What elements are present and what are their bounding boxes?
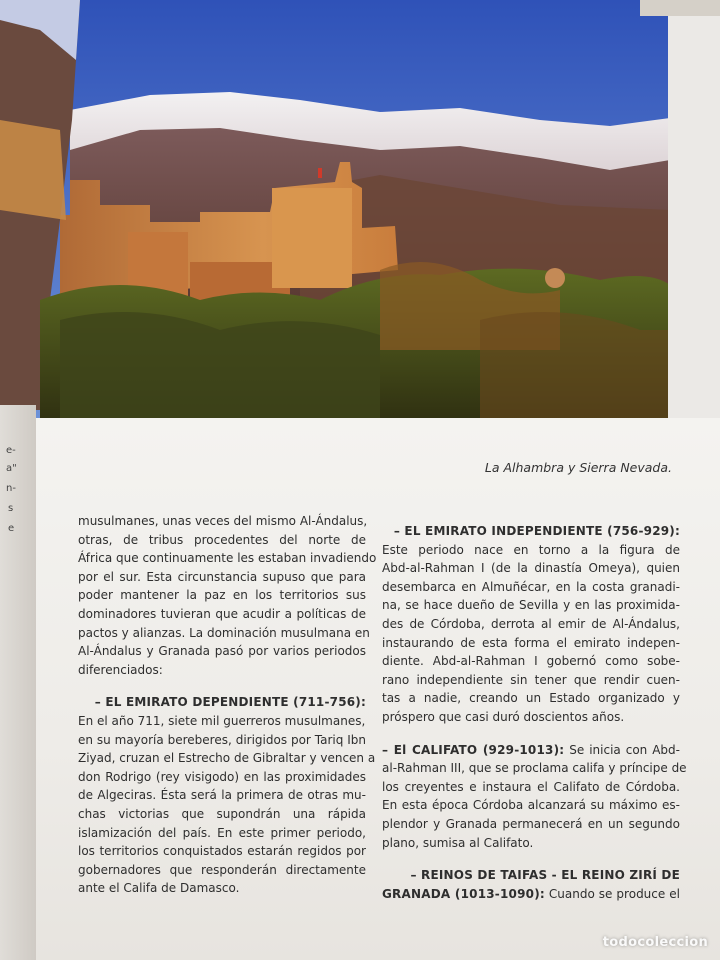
text-line: los creyentes e instaura el Califato de Córdoba. bbox=[382, 779, 680, 794]
alhambra-photograph bbox=[0, 0, 720, 432]
text-line: de Algeciras. Ésta será la primera de otras mu- bbox=[78, 788, 366, 803]
page-fragment: n- bbox=[6, 483, 16, 494]
text-line: tas a nadie, creando un Estado organizado y bbox=[382, 691, 680, 706]
watermark: todocoleccion bbox=[602, 935, 708, 950]
page-fragment: e bbox=[8, 523, 15, 534]
photo-caption: La Alhambra y Sierra Nevada. bbox=[484, 460, 672, 475]
text-line: rano independiente sin tener que rendir cuen- bbox=[382, 672, 680, 687]
text-segment: Cuando se produce el bbox=[544, 886, 680, 901]
text-line: desembarca en Almuñécar, en la costa granadi- bbox=[382, 579, 680, 594]
right-text-column bbox=[382, 522, 687, 903]
text-line: Al-Ándalus y Granada pasó por varios periodos bbox=[78, 644, 366, 659]
text-line: África que continuamente les estaban invadiendo bbox=[78, 551, 377, 566]
text-line: al-Rahman III, que se proclama califa y príncipe de bbox=[382, 761, 687, 776]
text-line: próspero que casi duró doscientos años. bbox=[382, 709, 625, 724]
text-line: dominadores tuvieran que acudir a políticas de bbox=[78, 606, 366, 621]
text-line: gobernadores que responderán directamente bbox=[78, 862, 366, 877]
paragraph-gap bbox=[382, 727, 680, 741]
text-line: diferenciados: bbox=[78, 662, 163, 677]
text-line: los territorios conquistados estarán regidos por bbox=[78, 844, 366, 859]
section-heading-line: – EL EMIRATO INDEPENDIENTE (756-929): bbox=[393, 524, 680, 538]
text-line: Este periodo nace en torno a la figura de bbox=[382, 542, 680, 557]
section-heading-line: – EL EMIRATO DEPENDIENTE (711-756): bbox=[94, 695, 366, 710]
text-line: chas victorias que supondrán una rápida bbox=[78, 806, 366, 821]
paragraph-gap bbox=[382, 852, 680, 866]
text-line: na, se hace dueño de Sevilla y en las proximida- bbox=[382, 598, 680, 613]
text-line: pactos y alianzas. La dominación musulmana en bbox=[78, 625, 370, 640]
text-line bbox=[382, 741, 680, 760]
section-heading: GRANADA (1013-1090): bbox=[382, 886, 545, 901]
section-heading: – El CALIFATO (929-1013): bbox=[382, 742, 565, 757]
text-line: por el sur. Esta circunstancia supuso que para bbox=[78, 569, 366, 584]
text-line: en su mayoría bereberes, dirigidos por Tariq Ibn bbox=[78, 732, 366, 747]
text-line: En el año 711, siete mil guerreros musulmanes, bbox=[78, 713, 366, 728]
text-line: plano, sumisa al Califato. bbox=[382, 835, 534, 850]
text-line: En esta época Córdoba alcanzará su máximo es- bbox=[382, 798, 680, 813]
section-heading-line: – REINOS DE TAIFAS - EL REINO ZIRÍ DE bbox=[410, 868, 680, 883]
text-line: musulmanes, unas veces del mismo Al-Ándalus, bbox=[78, 514, 368, 528]
text-line: don Rodrigo (rey visigodo) en las proximidades bbox=[78, 769, 366, 784]
text-line: des de Córdoba, derrota al emir de Al-Ándalus, bbox=[382, 616, 680, 631]
text-line: ante el Califa de Damasco. bbox=[78, 881, 240, 896]
text-line: diente. Abd-al-Rahman I gobernó como sobe- bbox=[382, 654, 680, 669]
page-fragment: s bbox=[8, 503, 14, 514]
text-line: poder mantener la paz en los territorios sus bbox=[78, 588, 366, 603]
text-line: Ziyad, cruzan el Estrecho de Gibraltar y vencen a bbox=[78, 751, 376, 766]
left-text-column bbox=[78, 512, 377, 898]
text-line: otras, de tribus procedentes del norte de bbox=[78, 532, 366, 547]
text-line: islamización del país. En este primer periodo, bbox=[78, 825, 366, 840]
paragraph-gap bbox=[78, 679, 366, 693]
previous-page-edge bbox=[0, 405, 36, 960]
page-fragment: a" bbox=[6, 463, 17, 474]
text-line bbox=[382, 885, 680, 904]
text-line: instaurando de esta forma el emirato indepen- bbox=[382, 635, 680, 650]
text-segment: Se inicia con Abd- bbox=[564, 742, 680, 757]
text-line: Abd-al-Rahman I (de la dinastía Omeya), quien bbox=[382, 561, 680, 576]
text-line: plendor y Granada permanecerá en un segundo bbox=[382, 816, 680, 831]
page-fragment: e- bbox=[6, 445, 16, 456]
